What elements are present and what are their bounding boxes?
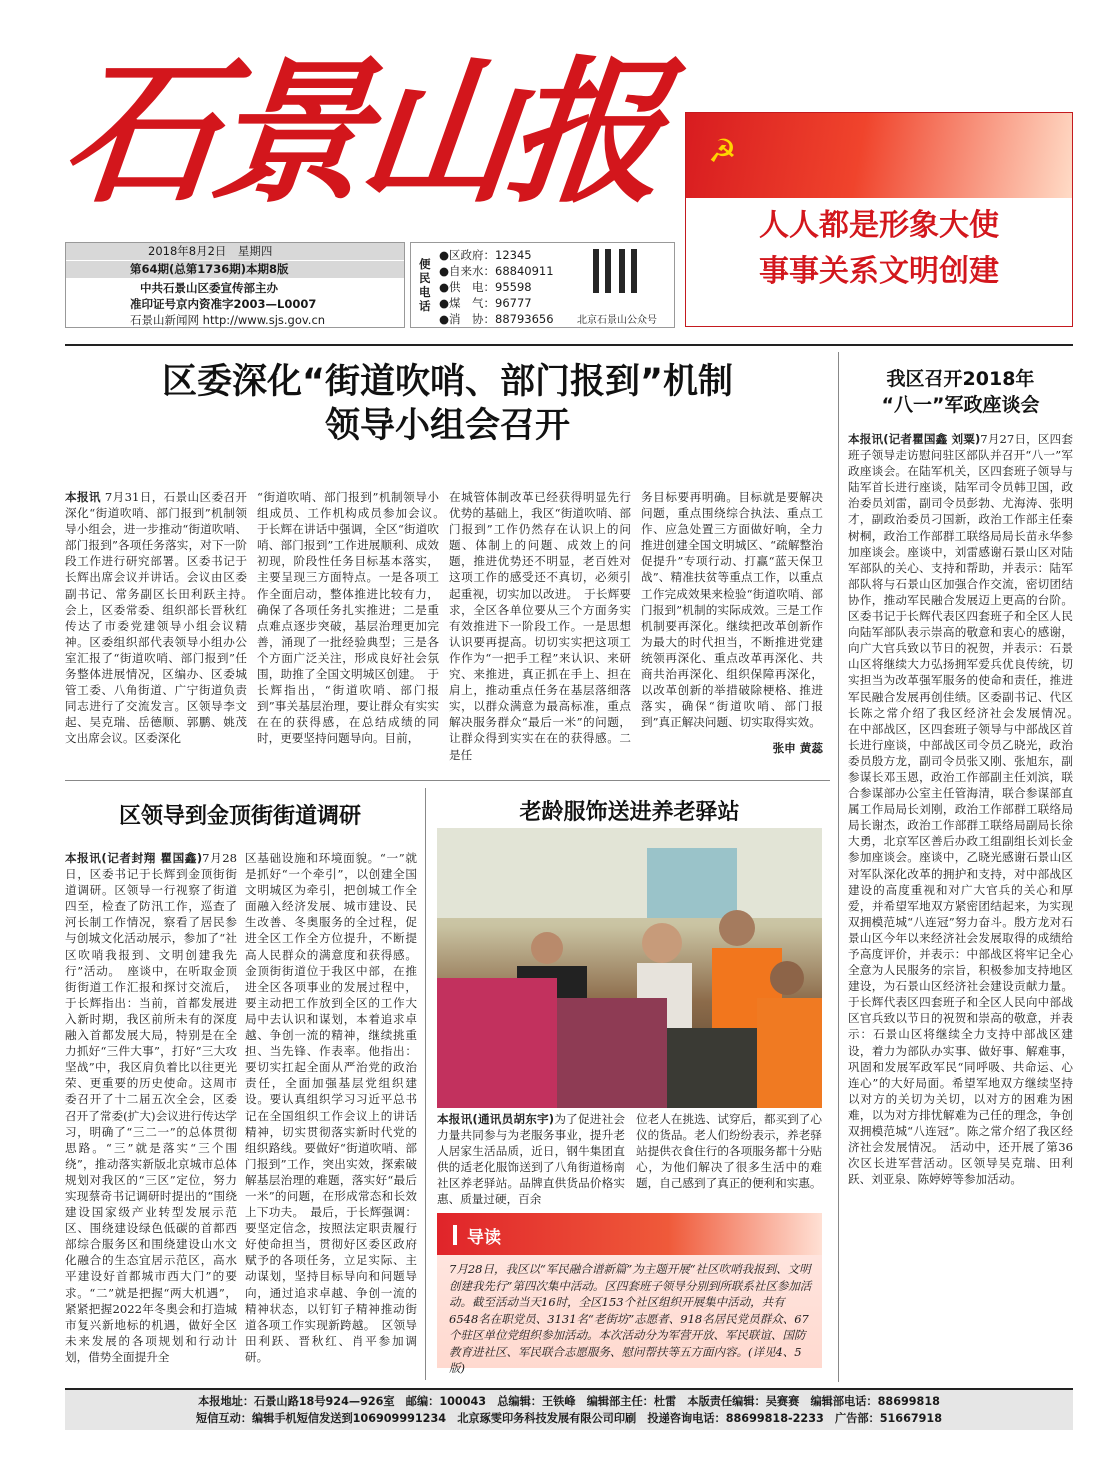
public-phone-box: [410, 242, 675, 328]
inner-column-divider: [425, 788, 426, 1380]
lead-byline: 本报讯: [65, 490, 101, 504]
lead-col-1-text: 7月31日，石景山区委召开深化“街道吹哨、部门报到”机制领导小组会，进一步推动“街道吹哨、部门报到”各项任务落实，对下一阶段工作进行研究部署。区委书记于长辉出席会议并讲话。会议由区委副书记、常务副区长田利跃主持。 会上，区委常委、组织部长晋秋红传达了市委党建领导小组会议精神。区委组织部代表领导小组办公室汇报了“街道吹哨、部门报到”任务整体进展情况，区编办、区委城管工委、八角街道、广宁街道负责同志进行了交流发言。区领导李文起、吴克瑞、岳德顺、郭鹏、姚茂文出席会议。区委深化: [65, 490, 259, 746]
photo-illustration: [437, 828, 822, 1108]
section-divider: [65, 780, 830, 781]
side-headline-line-1: 我区召开2018年: [886, 368, 1035, 390]
issue-permit: 准印证号京内资准字2003—L0007: [130, 297, 317, 311]
guide-tag: 导读: [467, 1228, 501, 1248]
left-article-col-2: 区基础设施和环境面貌。“一”就是抓好“一个牵引”，以创建全国文明城区为牵引，把创城工作全面融入经济发展、城市建设、民生改善、冬奥服务的全过程，促进全区工作全方位提升，不断提高人民群众的满意度和获得感。金顶街街道位于我区中部，在推进全区各项事业的发展过程中，要主动把工作放到全区的工作大局中去认识和谋划，本着追求卓越、争创一流的精神，继续挑重担、当先锋、作表率。他指出：要切实扛起全面从严治党的政治责任，全面加强基层党组织建设。要认真组织学习习近平总书记在全国组织工作会议上的讲话精神，切实贯彻落实新时代党的组织路线。要做好“街道吹哨、部门报到”工作，突出实效，探索破解基层治理的难题，落实好“最后一米”的问题，在形成常态和长效上下功夫。 最后，于长辉强调：要坚定信念，按照法定职责履行好使命担当，贯彻好区委区政府赋予的各项任务，立足实际、主动谋划，坚持目标导向和问题导向，通过追求卓越、争创一流的精神状态，以钉钉子精神推动街道各项工作实现新跨越。 区领导田利跃、晋秋红、肖平参加调研。: [245, 851, 417, 1364]
lead-article-col-4: 务目标要再明确。目标就是要解决问题，重点围绕综合执法、重点工作、应急处置三方面做好响，全力推进创建全国文明城区、“疏解整治促提升”专项行动、打赢“蓝天保卫战”、精准扶贫等重点工作，以重点工作完成效果来检验“街道吹哨、部门报到”机制的实际成效。三是工作机制要再深化。继续把改革创新作为最大的时代担当，不断推进党建统领再深化、重点改革再深化、共商共治再深化、组织保障再深化，以改革创新的举措破除梗格、推进落实，确保“街道吹哨、部门报到”真正解决问题、切实取得实效。: [641, 490, 823, 730]
mid-headline: 老龄服饰送进养老驿站: [519, 800, 740, 825]
phone-item: ●供 电：95598: [439, 280, 532, 294]
lead-article-col-1: [65, 489, 259, 775]
lead-article-col-2: “街道吹哨、部门报到”机制领导小组成员、工作机构成员参加会议。 于长辉在讲话中强调，全区“街道吹哨、部门报到”工作进展顺利、成效初现，阶段性任务目标基本落实，主要呈现三方面特点。一是各项工作全面启动，整体推进比较有力，确保了各项任务扎实推进；二是重点难点逐步突破，基层治理更加完善，涌现了一批经验典型；三是各个方面广泛关注，形成良好社会氛围，助推了全国文明城区创建。 于长辉指出，“街道吹哨、部门报到”事关基层治理，要让群众有实实在在的获得感，在总结成绩的同时，更要坚持问题导向。目前，: [257, 490, 451, 746]
lead-headline-line-1: 区委深化“街道吹哨、部门报到”机制: [161, 362, 733, 402]
left-headline: 区领导到金顶街街道调研: [118, 804, 361, 829]
phone-item: ●自来水：68840911: [439, 264, 554, 278]
qr-code-icon[interactable]: [593, 249, 637, 293]
mid-byline: 本报讯(通讯员胡东宇): [437, 1112, 555, 1126]
issue-date: 2018年8月2日 星期四: [66, 243, 404, 260]
slogan-text: [686, 203, 1072, 295]
issue-sponsor: 中共石景山区委宣传部主办: [140, 281, 278, 295]
footer-line-1: 本报地址：石景山路18号924—926室 邮编：100043 总编辑：王铁峰 编辑部主任：杜雷 本版责任编辑：吴赛赛 编辑部电话：88699818: [198, 1395, 940, 1408]
qr-code-label: 北京石景山公众号: [577, 315, 657, 326]
masthead-logo: 石景山报: [55, 41, 667, 224]
side-article-text: 7月27日，区四套班子领导走访慰问驻区部队并召开“八一”军政座谈会。在陆军机关，区四套班子领导与陆军首长进行座谈，陆军司令员韩卫国，政治委员刘雷，副司令员彭勃、尤海涛、张明才，副政治委员刁国新，政治工作部主任秦树桐，政治工作部群工联络局局长苗永华参加座谈会。座谈中，刘雷感谢石景山区对陆军部队的关心、支持和帮助，并表示：陆军部队将与石景山区加强合作交流，密切团结协作，推动军民融合发展迈上更高的台阶。区委书记于长辉代表区四套班子和全区人民向陆军部队表示崇高的敬意和衷心的感谢，向广大官兵致以节日的祝贺，并表示：石景山区将继续大力弘扬拥军爱兵优良传统，切实担当为改革强军服务的使命和责任，推进军民融合发展再创佳绩。区委副书记、代区长陈之常介绍了我区经济社会发展情况。 在中部战区，区四套班子领导与中部战区首长进行座谈，中部战区司令员乙晓光，政治委员殷方龙，副司令员张又刚、张旭东，副参谋长邓玉恩，政治工作部副主任刘滨，联合参谋部办公室主任管海清，联合参谋部直属工作局局长刘刚，政治工作部群工联络局局长谢杰，政治工作部群工联络局副局长徐大勇，北京军区善后办政工组副组长刘长金参加座谈会。座谈中，乙晓光感谢石景山区对军队深化改革的拥护和支持，对中部战区建设的高度重视和对广大官兵的关心和厚爱，并希望军地双方紧密团结起来，为实现双拥模范城“八连冠”努力奋斗。殷方龙对石景山区今年以来经济社会发展取得的成绩给予高度评价，并表示：中部战区将牢记全心全意为人民服务的宗旨，积极参加支持地区建设，为石景山区经济社会建设贡献力量。于长辉代表区四套班子和全区人民向中部战区官兵致以节日的祝贺和崇高的敬意，并表示：石景山区将继续全力支持中部战区建设，着力为部队办实事、做好事、解难事，巩固和发展军政军民“同呼吸、共命运、心连心”的大好局面。希望军地双方继续坚持以对方的关切为关切，以对方的困难为困难，以为对方排忧解难为己任的理念，争创双拥模范城“八连冠”。陈之常介绍了我区经济社会发展情况。 活动中，还开展了第36次区长进军营活动。区领导吴克瑞、田利跃、刘亚泉、陈婷婷等参加活动。: [848, 432, 1085, 1187]
mid-col-1-text: 为了促进社会力量共同参与为老服务事业，提升老人居家生活品质，近日，钢牛集团直供的适老化服饰送到了八角街道杨南社区养老驿站。品牌直供货品价格实惠、质量过硬，百余: [437, 1112, 625, 1207]
slogan-line-1: 人人都是形象大使: [759, 208, 999, 243]
phone-item: ●煤 气：96777: [439, 296, 532, 310]
mid-article-col-1: [437, 1111, 625, 1211]
side-headline-line-2: “八一”军政座谈会: [881, 394, 1040, 416]
left-byline: 本报讯(记者封翔 瞿国鑫): [65, 851, 203, 865]
public-phone-label: 便民电话: [419, 257, 431, 313]
issue-info-box: [65, 242, 405, 328]
lead-author: 张申 黄蕊: [772, 741, 823, 755]
side-article-body: [848, 431, 1085, 1381]
guide-box: [437, 1213, 822, 1375]
page-footer: [65, 1388, 1073, 1430]
header-divider: [65, 344, 1073, 346]
slogan-banner: [685, 112, 1073, 327]
lead-headline-line-2: 领导小组会召开: [324, 406, 570, 446]
footer-line-2: 短信互动：编辑手机短信发送到106909991234 北京琢雯印务科技发展有限公司印刷 投递咨询电话：88699818-2233 广告部：51667918: [196, 1412, 942, 1425]
mid-article-col-2: 位老人在挑选、试穿后，都买到了心仪的货品。老人们纷纷表示，养老驿站提供衣食住行的各项服务都十分贴心，为他们解决了很多生活中的难题，自己感到了真正的便利和实惠。: [636, 1112, 822, 1191]
elderly-clothing-photo: [437, 828, 822, 1108]
side-byline: 本报讯(记者瞿国鑫 刘粟): [848, 432, 981, 446]
left-article-col-1: [65, 850, 237, 1380]
issue-website[interactable]: 石景山新闻网 http://www.sjs.gov.cn: [130, 313, 326, 327]
issue-number: 第64期(总第1736期)本期8版: [66, 261, 404, 278]
guide-text: 7月28日，我区以“军民融合谱新篇”为主题开展“社区吹哨我报到、文明创建我先行”第四次集中活动。区四套班子领导分别到所联系社区参加活动。截至活动当天16时，全区153个社区组织开展集中活动，共有6548名在职党员、3131名“老街坊”志愿者、918名居民党员群众、67个驻区单位党组织参加活动。本次活动分为军营开放、军民联谊、国防教育进社区、军民联合志愿服务、慰问帮扶等五方面内容。(详见4、5版): [449, 1262, 812, 1375]
side-headline: [848, 366, 1073, 418]
party-flag-icon: ☭: [708, 132, 737, 170]
lead-article-col-3: 在城管体制改革已经获得明显先行优势的基础上，我区“街道吹哨、部门报到”工作仍然存在认识上的问题、体制上的问题、成效上的问题，推进优势还不明显，老百姓对这项工作的感受还不真切，必须引起重视，切实加以改进。 于长辉要求，全区各单位要从三个方面务实有效推进下一阶段工作。一是思想认识要再提高。切切实实把这项工作作为“一把手工程”来认识、来研究、来推进，真正抓在手上、担在肩上，推动重点任务在基层落细落实，以群众满意为最高标准，重点解决服务群众“最后一米”的问题，让群众得到实实在在的获得感。二是任: [449, 490, 631, 762]
phone-item: ●消 协：88793656: [439, 312, 554, 326]
phone-item: ●区政府：12345: [439, 248, 532, 262]
guide-marker-icon: [453, 1225, 457, 1245]
slogan-line-2: 事事关系文明创建: [759, 254, 999, 289]
lead-headline: [65, 360, 830, 448]
column-divider: [838, 352, 839, 1382]
left-col-1-text: 7月28日，区委书记于长辉到金顶街街道调研。区领导一行视察了街道四至，检查了防汛工作，巡查了河长制工作情况，察看了居民参与创城文化活动展示，参加了“社区吹哨我报到、文明创建我先行”活动。 座谈中，在听取金顶街街道工作汇报和探讨交流后，于长辉指出：当前，首都发展进入新时期，我区前所未有的深度融入首都发展大局，特别是在全力抓好“三件大事”，打好“三大攻坚战”中，我区肩负着比以往更光荣、更重要的历史使命。这周市委召开了十二届五次全会，区委召开了常委(扩大)会议进行传达学习，明确了“三二一”的总体贯彻思路。“三”就是落实“三个围绕”，推动落实新版北京城市总体规划对我区的“三区”定位，努力实现蔡奇书记调研时提出的“围绕建设国家级产业转型发展示范区、围绕建设绿色低碳的首都西部综合服务区和围绕建设山水文化融合的生态宜居示范区，高水平建设好首都城市西大门”的要求。“二”就是把握“两大机遇”，紧紧把握2022年冬奥会和打造城市复兴新地标的机遇，做好全区未来发展的各项规划和行动计划，借势全面提升全: [65, 851, 237, 1364]
